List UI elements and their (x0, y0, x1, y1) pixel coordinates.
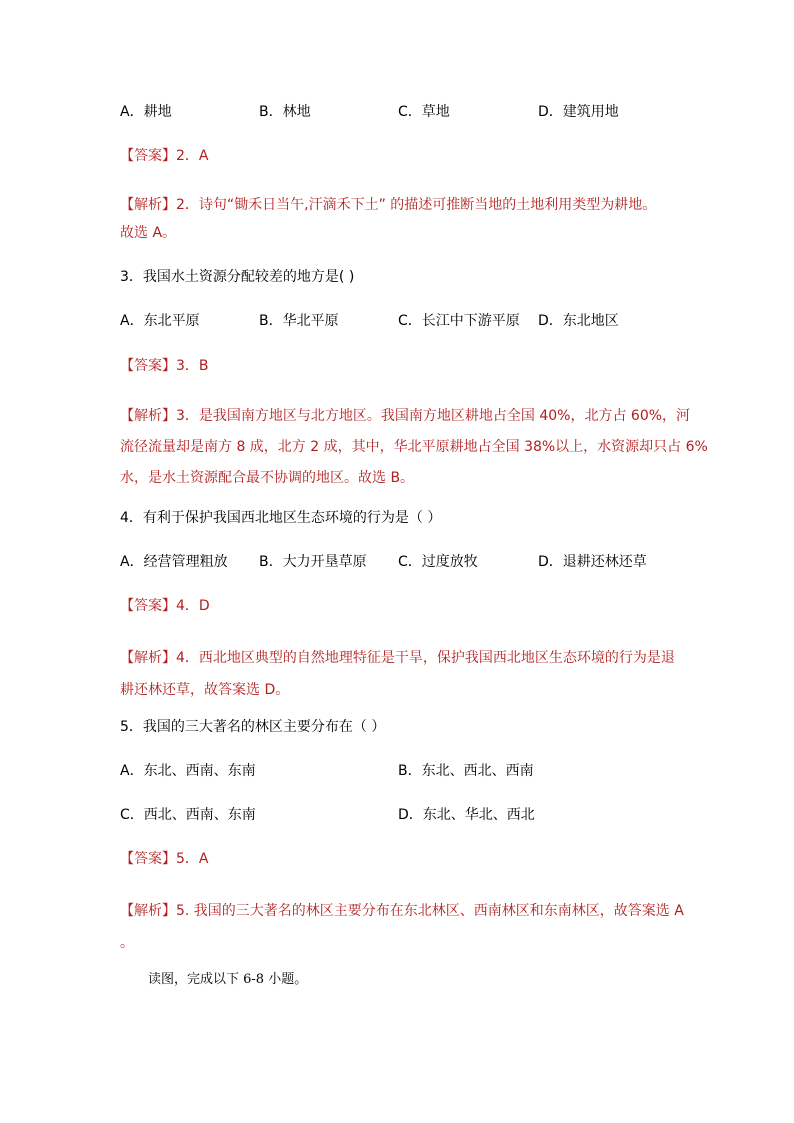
q5-analysis-line-2: 。 (120, 935, 134, 951)
q5-option-a: A．东北、西南、东南 (120, 763, 256, 779)
q3-analysis-line-3: 水，是水土资源配合最不协调的地区。故选 B。 (120, 470, 415, 486)
q5-analysis-line-1: 【解析】5. 我国的三大著名的林区主要分布在东北林区、西南林区和东南林区，故答案选 A (120, 903, 684, 919)
q4-analysis-line-2: 耕还林还草，故答案选 D。 (120, 682, 290, 698)
q3-analysis-line-2: 流径流量却是南方 8 成，北方 2 成，其中，华北平原耕地占全国 38%以上，水资源却只占 6% (120, 439, 708, 455)
q4-option-d: D．退耕还林还草 (538, 554, 647, 570)
q2-option-b: B．林地 (259, 104, 311, 120)
q4-option-c: C．过度放牧 (398, 554, 478, 570)
q3-analysis-line-1: 【解析】3．是我国南方地区与北方地区。我国南方地区耕地占全国 40%，北方占 60%，河 (120, 408, 691, 424)
q3-option-a: A．东北平原 (120, 313, 200, 329)
q3-option-b: B．华北平原 (259, 313, 339, 329)
q4-answer: 【答案】4．D (120, 598, 210, 614)
q3-analysis (120, 401, 708, 494)
q4-option-b: B．大力开垦草原 (259, 554, 367, 570)
q4-option-a: A．经营管理粗放 (120, 554, 228, 570)
q2-option-c: C．草地 (398, 104, 450, 120)
q2-answer: 【答案】2．A (120, 148, 209, 164)
q2-option-d: D．建筑用地 (538, 104, 619, 120)
q5-stem: 5．我国的三大著名的林区主要分布在（ ） (120, 719, 386, 735)
q5-option-c: C．西北、西南、东南 (120, 807, 256, 823)
q5-option-d: D．东北、华北、西北 (398, 807, 535, 823)
q5-answer: 【答案】5．A (120, 851, 209, 867)
group-instruction: 读图，完成以下 6-8 小题。 (148, 972, 308, 987)
q4-stem: 4．有利于保护我国西北地区生态环境的行为是（ ） (120, 510, 442, 526)
q4-analysis (120, 642, 682, 706)
q2-analysis-line-2: 故选 A。 (120, 225, 177, 241)
q3-option-c: C．长江中下游平原 (398, 313, 520, 329)
q5-analysis (120, 895, 682, 959)
q3-option-d: D．东北地区 (538, 313, 619, 329)
q2-analysis-line-1: 【解析】2．诗句“锄禾日当午,汗滴禾下土” 的描述可推断当地的土地利用类型为耕地。 (120, 197, 657, 213)
q3-answer: 【答案】3．B (120, 358, 209, 374)
q2-option-a: A．耕地 (120, 104, 172, 120)
q4-analysis-line-1: 【解析】4．西北地区典型的自然地理特征是干旱，保护我国西北地区生态环境的行为是退 (120, 650, 675, 666)
q5-option-b: B．东北、西北、西南 (398, 763, 534, 779)
q2-analysis (120, 191, 682, 247)
q3-stem: 3．我国水土资源分配较差的地方是( ) (120, 269, 355, 285)
